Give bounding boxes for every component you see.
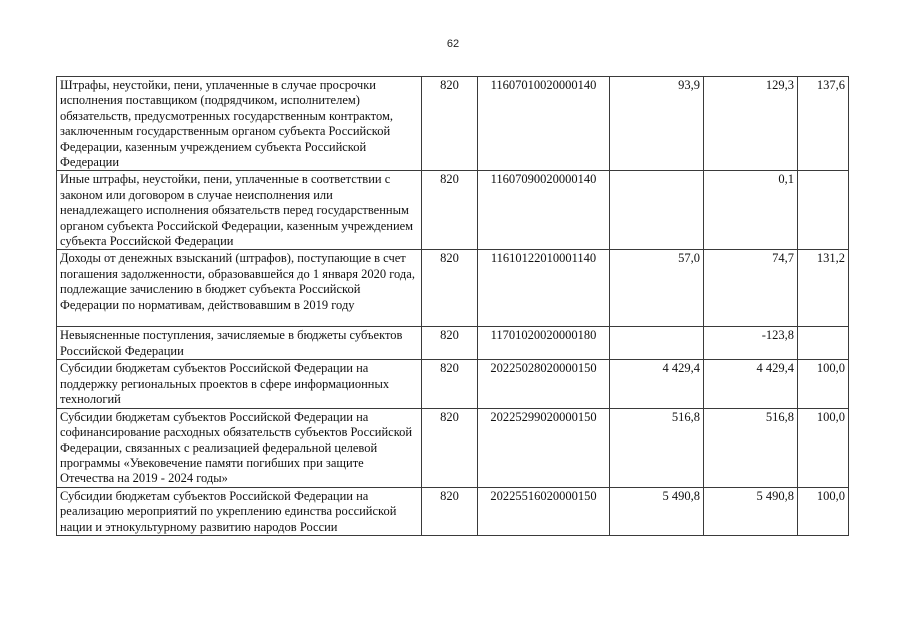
revenue-name-cell: Иные штрафы, неустойки, пени, уплаченные в соответствии с законом или договором в случае неисполнения или ненадлежащего исполнения обязательств перед государственным органом субъекта Российской Федерации, казенным учреждением субъекта Российской Федерации [57,171,422,250]
table-row [57,408,849,487]
table-row [57,171,849,250]
table-row [57,250,849,327]
page-number: 62 [446,38,460,50]
revenue-name-cell: Субсидии бюджетам субъектов Российской Федерации на софинансирование расходных обязательств субъектов Российской Федерации, связанных с реализацией федеральной целевой программы «Увековечение памяти погибших при защите Отечества на 2019 - 2024 годы» [57,408,422,487]
table-row [57,360,849,408]
revenue-name-cell: Штрафы, неустойки, пени, уплаченные в случае просрочки исполнения поставщиком (подрядчиком, исполнителем) обязательств, предусмотренных государственным контрактом, заключенным государственным органом субъекта Российской Федерации, казенным учреждением субъекта Российской Федерации [57,77,422,171]
percent-cell: 137,6 [798,77,849,171]
admin-code-cell: 820 [422,487,478,535]
revenue-name-cell: Невыясненные поступления, зачисляемые в бюджеты субъектов Российской Федерации [57,327,422,360]
admin-code-cell: 820 [422,250,478,327]
admin-code-cell: 820 [422,408,478,487]
amount-1-cell [610,171,704,250]
percent-cell: 131,2 [798,250,849,327]
amount-2-cell: 516,8 [704,408,798,487]
amount-1-cell: 93,9 [610,77,704,171]
admin-code-cell: 820 [422,360,478,408]
revenue-name-cell: Доходы от денежных взысканий (штрафов), поступающие в счет погашения задолженности, образовавшейся до 1 января 2020 года, подлежащие зачислению в бюджет субъекта Российской Федерации по нормативам, действовавшим в 2019 году [57,250,422,327]
percent-cell: 100,0 [798,487,849,535]
percent-cell: 100,0 [798,408,849,487]
admin-code-cell: 820 [422,77,478,171]
amount-2-cell: 74,7 [704,250,798,327]
amount-1-cell: 5 490,8 [610,487,704,535]
revenue-name-cell: Субсидии бюджетам субъектов Российской Федерации на поддержку региональных проектов в сфере информационных технологий [57,360,422,408]
budget-code-cell: 11607010020000140 [478,77,610,171]
amount-2-cell: 129,3 [704,77,798,171]
percent-cell [798,171,849,250]
budget-code-cell: 11701020020000180 [478,327,610,360]
budget-code-cell: 11607090020000140 [478,171,610,250]
amount-2-cell: -123,8 [704,327,798,360]
admin-code-cell: 820 [422,171,478,250]
amount-2-cell: 5 490,8 [704,487,798,535]
amount-1-cell: 516,8 [610,408,704,487]
budget-code-cell: 20225028020000150 [478,360,610,408]
amount-1-cell: 57,0 [610,250,704,327]
table-row [57,77,849,171]
percent-cell: 100,0 [798,360,849,408]
percent-cell [798,327,849,360]
revenue-name-cell: Субсидии бюджетам субъектов Российской Федерации на реализацию мероприятий по укреплению единства российской нации и этнокультурному развитию народов России [57,487,422,535]
admin-code-cell: 820 [422,327,478,360]
amount-2-cell: 0,1 [704,171,798,250]
amount-2-cell: 4 429,4 [704,360,798,408]
budget-code-cell: 20225516020000150 [478,487,610,535]
table-row [57,327,849,360]
table-row [57,487,849,535]
budget-code-cell: 20225299020000150 [478,408,610,487]
amount-1-cell: 4 429,4 [610,360,704,408]
amount-1-cell [610,327,704,360]
revenue-table [56,76,849,536]
budget-code-cell: 11610122010001140 [478,250,610,327]
